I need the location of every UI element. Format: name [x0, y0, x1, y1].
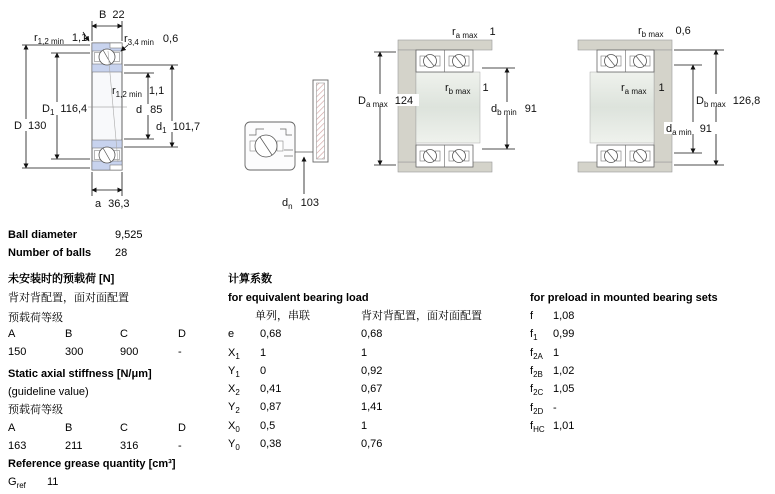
- calc-factors-column: [228, 225, 528, 494]
- dim-label-B: B 22: [99, 9, 125, 21]
- dim-label-dn: $d_n$ 103: [282, 197, 319, 211]
- preload-class-label-1: 预载荷等级: [8, 312, 63, 324]
- dimension-lines-da: [674, 65, 702, 153]
- preload-factor-row-f2d: $f_{2D}$ -: [530, 402, 557, 417]
- technical-drawings: [0, 0, 775, 225]
- dim-label-db: $d_{b min}$ 91: [491, 103, 537, 117]
- factor-row-e: e 0,68 0,68: [228, 328, 383, 340]
- dim-label-D: D 130: [14, 120, 47, 132]
- calc-factors-subtitle: for equivalent bearing load: [228, 292, 369, 304]
- mounted-set-diagram-right: [578, 25, 770, 172]
- class-header-d: D: [178, 422, 186, 434]
- class-header-b: B: [65, 422, 73, 434]
- factor-row-y2: $Y_2$ 0,87 1,41: [228, 401, 383, 416]
- calc-factors-title: 计算系数: [228, 273, 272, 285]
- preload-value-b: 300: [65, 346, 84, 358]
- class-header-b: B: [65, 328, 73, 340]
- dim-label-a: a 36,3: [95, 198, 130, 210]
- factor-row-x0: $X_0$ 0,5 1: [228, 420, 368, 435]
- stiffness-value-a: 163: [8, 440, 27, 452]
- stiffness-value-b: 211: [65, 440, 83, 452]
- dim-label-ra-right: $r_{a max}$ 1: [621, 82, 665, 96]
- dimension-lines-B: [92, 21, 122, 41]
- preload-value-a: 150: [8, 346, 27, 358]
- preload-unmounted-subtitle: 背对背配置，面对面配置: [8, 292, 129, 304]
- number-of-balls-row: [8, 247, 127, 259]
- stiffness-value-c: 316: [120, 440, 139, 452]
- calc-factors-header-row: [228, 310, 482, 322]
- stiffness-title: Static axial stiffness [N/μm]: [8, 368, 152, 380]
- preload-factor-row-fhc: $f_{HC}$ 1,01: [530, 420, 575, 435]
- col1-header: 单列，串联: [255, 310, 310, 322]
- preload-factor-row-f2c: $f_{2C}$ 1,05: [530, 383, 575, 398]
- preload-unmounted-title: 未安装时的预载荷 [N]: [8, 273, 115, 285]
- bearing-cross-section-diagram: [12, 9, 207, 210]
- preload-factor-row-f2a: $f_{2A}$ 1: [530, 347, 560, 362]
- preload-factor-row-f2b: $f_{2B}$ 1,02: [530, 365, 575, 380]
- dim-label-r34: $r_{3,4 min}$ 0,6: [124, 33, 179, 47]
- ball-diameter-label: Ball diameter: [8, 229, 78, 241]
- col2-header: 背对背配置，面对面配置: [361, 310, 482, 322]
- preload-values-row: [8, 346, 224, 358]
- grease-value: 11: [47, 476, 59, 488]
- class-header-d: D: [178, 328, 186, 340]
- stiffness-subtitle: (guideline value): [8, 386, 89, 398]
- class-header-c: C: [120, 328, 128, 340]
- preload-factor-row-f1: $f_1$ 0,99: [530, 328, 575, 343]
- preload-class-label-2: 预载荷等级: [8, 404, 63, 416]
- preload-factors-column: [530, 225, 770, 494]
- class-header-c: C: [120, 422, 128, 434]
- mounted-set-diagram-left: [357, 26, 542, 172]
- ball-diameter-value: 9,525: [115, 229, 143, 241]
- dim-label-r12-top: $r_{1,2 min}$ 1,1: [34, 32, 88, 46]
- ball-diameter-row: [8, 229, 143, 241]
- dim-label-da: $d_{a min}$ 91: [666, 123, 712, 137]
- factor-row-x1: $X_1$ 1 1: [228, 347, 368, 362]
- preload-value-d: -: [178, 346, 182, 358]
- dim-label-Da: $D_{a max}$ 124: [358, 95, 414, 109]
- dim-label-r12-mid: $r_{1,2 min}$ 1,1: [112, 85, 165, 99]
- dim-label-rb-left: $r_{b max}$ 1: [445, 82, 489, 96]
- factor-row-y1: $Y_1$ 0 0,92: [228, 365, 383, 380]
- number-of-balls-value: 28: [115, 247, 128, 259]
- number-of-balls-label: Number of balls: [8, 247, 92, 259]
- dim-label-Db: $D_{b max}$ 126,8: [696, 95, 761, 109]
- class-header-a: A: [8, 328, 16, 340]
- preload-value-c: 900: [120, 346, 139, 358]
- class-header-a: A: [8, 422, 16, 434]
- dim-label-d1: $d_1$ 101,7: [156, 121, 201, 135]
- grease-label: $G_{ref}$: [8, 476, 26, 491]
- left-spec-column: [8, 225, 224, 494]
- dim-label-D1: $D_1$ 116,4: [42, 103, 88, 117]
- preload-class-header-row: [8, 328, 224, 340]
- dimension-lines-a: [92, 172, 122, 196]
- preload-factors-title: for preload in mounted bearing sets: [530, 292, 718, 304]
- grease-row: [8, 476, 59, 491]
- factor-row-x2: $X_2$ 0,41 0,67: [228, 383, 383, 398]
- dim-label-ra-left: $r_{a max}$ 1: [452, 26, 496, 40]
- dim-label-rb-right: $r_{b max}$ 0,6: [638, 25, 691, 39]
- factor-row-y0: $Y_0$ 0,38 0,76: [228, 438, 383, 453]
- stiffness-class-header-row: [8, 422, 224, 434]
- preload-factor-row-f: f 1,08: [530, 310, 575, 322]
- stiffness-values-row: [8, 440, 224, 452]
- abutment-diagram: [245, 80, 328, 211]
- dim-label-d: d 85: [136, 104, 163, 116]
- stiffness-value-d: -: [178, 440, 182, 452]
- grease-title: Reference grease quantity [cm³]: [8, 458, 176, 470]
